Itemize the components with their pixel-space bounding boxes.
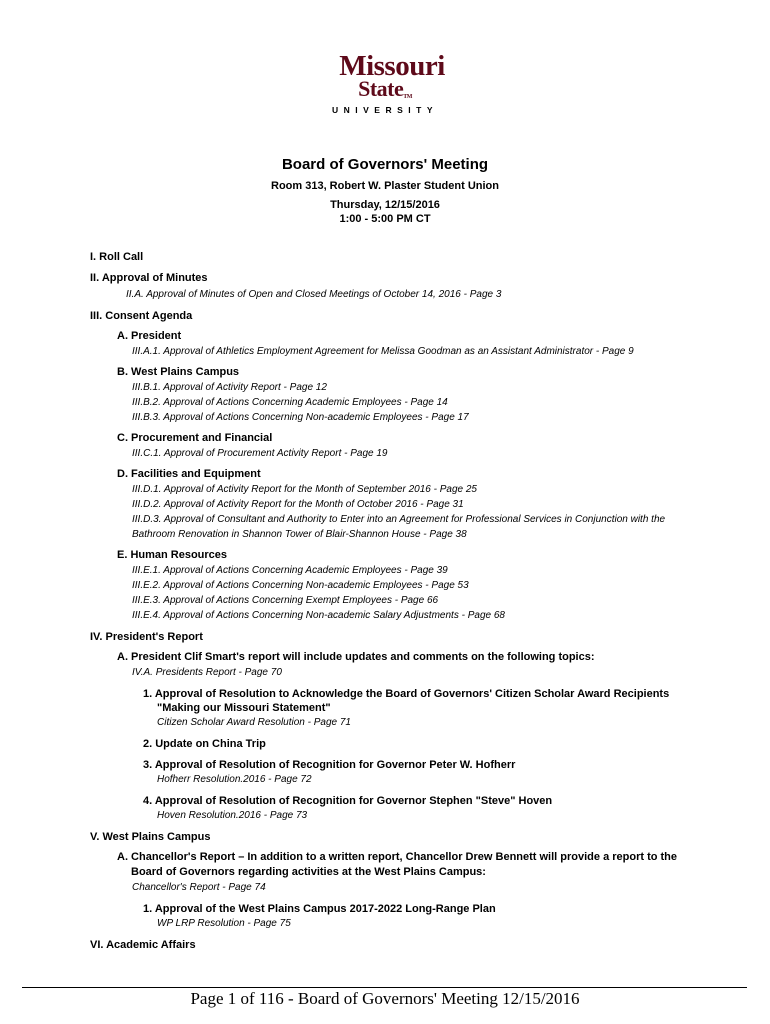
page-footer: Page 1 of 116 - Board of Governors' Meeting 12/15/2016	[190, 989, 580, 1008]
subsection-human-resources: E. Human Resources	[117, 549, 228, 561]
agenda-item[interactable]: III.B.3. Approval of Actions Concerning Non-academic Employees - Page 17	[132, 412, 469, 423]
meeting-time: 1:00 - 5:00 PM CT	[339, 213, 431, 225]
agenda-item[interactable]: III.E.2. Approval of Actions Concerning Non-academic Employees - Page 53	[132, 580, 469, 591]
agenda-item[interactable]: III.E.3. Approval of Actions Concerning Exempt Employees - Page 66	[132, 595, 439, 606]
agenda-item[interactable]: IV.A. Presidents Report - Page 70	[132, 667, 282, 678]
section-presidents-report: IV. President's Report	[90, 631, 203, 643]
subsection-president: A. President	[117, 330, 182, 342]
logo-line-university: UNIVERSITY	[331, 105, 438, 115]
logo-state-text: State	[358, 76, 404, 101]
numbered-item	[143, 687, 720, 715]
agenda-item[interactable]: III.A.1. Approval of Athletics Employment Agreement for Melissa Goodman as an Assistant Administrator - Page 9	[132, 346, 634, 357]
agenda-item[interactable]: III.D.3. Approval of Consultant and Authority to Enter into an Agreement for Professional Services in Conjunction with the	[132, 514, 666, 525]
agenda	[90, 250, 720, 952]
numbered-item: 4. Approval of Resolution of Recognition for Governor Stephen "Steve" Hoven	[143, 795, 553, 807]
agenda-item[interactable]: III.B.2. Approval of Actions Concerning Academic Employees - Page 14	[132, 397, 448, 408]
agenda-item[interactable]: Chancellor's Report - Page 74	[132, 882, 266, 893]
agenda-item[interactable]: III.E.4. Approval of Actions Concerning Non-academic Salary Adjustments - Page 68	[132, 610, 505, 621]
meeting-room: Room 313, Robert W. Plaster Student Union	[271, 180, 499, 192]
section-roll-call: I. Roll Call	[90, 251, 144, 263]
university-logo	[300, 52, 470, 114]
subsection-line: Board of Governors regarding activities at the West Plains Campus:	[131, 866, 486, 878]
numbered-item: 3. Approval of Resolution of Recognition for Governor Peter W. Hofherr	[143, 759, 516, 771]
section-west-plains: V. West Plains Campus	[90, 831, 211, 843]
agenda-item[interactable]: III.B.1. Approval of Activity Report - Page 12	[132, 382, 327, 393]
subsection-chancellor-report	[117, 850, 720, 880]
meeting-title: Board of Governors' Meeting	[281, 156, 489, 173]
footer-divider	[22, 987, 747, 988]
agenda-item[interactable]: III.C.1. Approval of Procurement Activity Report - Page 19	[132, 448, 388, 459]
meeting-date: Thursday, 12/15/2016	[330, 199, 440, 211]
section-academic-affairs: VI. Academic Affairs	[90, 939, 196, 951]
agenda-item[interactable]: WP LRP Resolution - Page 75	[157, 918, 291, 929]
agenda-item[interactable]: III.D.1. Approval of Activity Report for the Month of September 2016 - Page 25	[132, 484, 477, 495]
agenda-item[interactable]: III.D.2. Approval of Activity Report for the Month of October 2016 - Page 31	[132, 499, 464, 510]
agenda-item[interactable]: Hoven Resolution.2016 - Page 73	[157, 810, 308, 821]
section-approval-minutes: II. Approval of Minutes	[90, 272, 208, 284]
logo-line-missouri: Missouri	[339, 50, 445, 82]
agenda-item[interactable]: Citizen Scholar Award Resolution - Page 71	[157, 717, 351, 728]
agenda-item[interactable]: II.A. Approval of Minutes of Open and Closed Meetings of October 14, 2016 - Page 3	[126, 289, 502, 300]
numbered-item-line: "Making our Missouri Statement"	[157, 702, 331, 714]
agenda-item[interactable]: III.E.1. Approval of Actions Concerning Academic Employees - Page 39	[132, 565, 448, 576]
numbered-item: 2. Update on China Trip	[143, 738, 266, 750]
numbered-item-line: 1. Approval of Resolution to Acknowledge the Board of Governors' Citizen Scholar Award Recipients	[143, 688, 670, 700]
numbered-item: 1. Approval of the West Plains Campus 2017-2022 Long-Range Plan	[143, 903, 496, 915]
subsection-facilities: D. Facilities and Equipment	[117, 468, 261, 480]
agenda-item[interactable]: Hofherr Resolution.2016 - Page 72	[157, 774, 312, 785]
logo-tm: TM	[403, 94, 412, 100]
subsection-line: A. Chancellor's Report – In addition to a written report, Chancellor Drew Bennett will provide a report to the	[117, 851, 678, 863]
section-consent-agenda: III. Consent Agenda	[90, 310, 193, 322]
subsection-west-plains: B. West Plains Campus	[117, 366, 240, 378]
subsection-president-report: A. President Clif Smart's report will include updates and comments on the following topics:	[117, 651, 595, 663]
subsection-procurement: C. Procurement and Financial	[117, 432, 273, 444]
agenda-item-continued[interactable]: Bathroom Renovation in Shannon Tower of Blair-Shannon House - Page 38	[132, 529, 467, 540]
